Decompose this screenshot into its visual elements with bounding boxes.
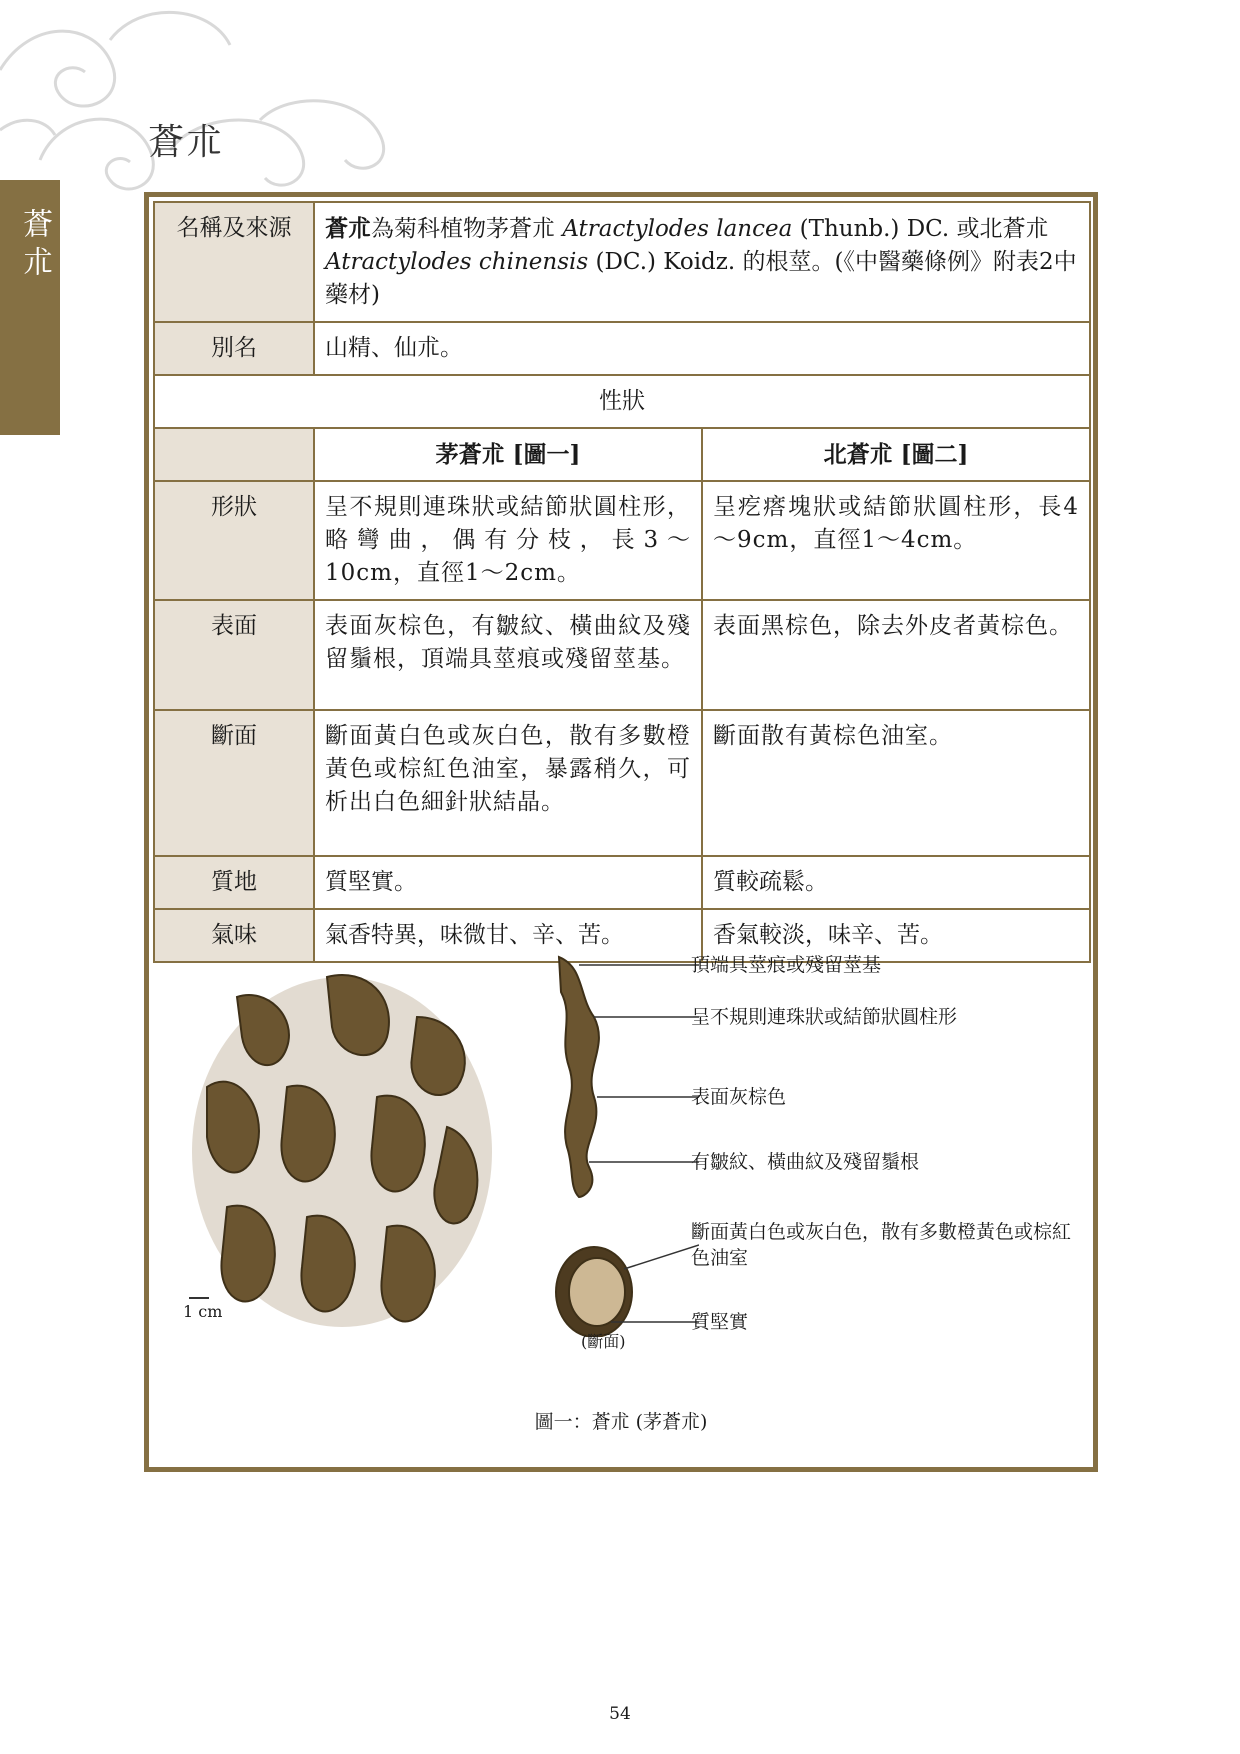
scale-bar: [189, 1297, 209, 1299]
page-number: 54: [609, 1704, 631, 1724]
table-row: [154, 856, 1090, 909]
alias-value: 山精、仙朮。: [314, 322, 1090, 375]
texture-a: 質堅實。: [314, 856, 702, 909]
table-row: [154, 202, 1090, 322]
row-label-shape: 形狀: [154, 481, 314, 600]
annotation-label: 質堅實: [691, 1311, 749, 1333]
monograph-table: [153, 201, 1091, 963]
table-row: [154, 375, 1090, 428]
rhizome-pile-image: [177, 957, 507, 1347]
section-caption: (斷面): [581, 1332, 626, 1351]
shape-a: 呈不規則連珠狀或結節狀圓柱形，略彎曲，偶有分枝，長3～10cm，直徑1～2cm。: [314, 481, 702, 600]
section-a: 斷面黃白色或灰白色，散有多數橙黃色或棕紅色油室，暴露稍久，可析出白色細針狀結晶。: [314, 710, 702, 856]
annotation-label: 斷面黃白色或灰白色，散有多數橙黃色或棕紅色油室: [691, 1221, 1072, 1269]
table-row: [154, 322, 1090, 375]
source-text: (DC.) Koidz. 的根莖。(《中醫藥條例》附表2中藥材): [325, 249, 1077, 308]
monograph-frame: [144, 192, 1098, 1472]
rhizome-detail-image: [539, 947, 699, 1337]
row-label-section: 斷面: [154, 710, 314, 856]
shape-b: 呈疙瘩塊狀或結節狀圓柱形，長4～9cm，直徑1～4cm。: [702, 481, 1090, 600]
annotation-label: 有皺紋、橫曲紋及殘留鬚根: [691, 1151, 920, 1173]
column-header-a: 茅蒼朮 [圖一]: [314, 428, 702, 481]
specimen-figure: [149, 917, 1093, 1467]
table-row: [154, 710, 1090, 856]
surface-a: 表面灰棕色，有皺紋、橫曲紋及殘留鬚根，頂端具莖痕或殘留莖基。: [314, 600, 702, 710]
row-label-odor: 氣味: [154, 909, 314, 962]
column-header-b: 北蒼朮 [圖二]: [702, 428, 1090, 481]
latin-name: Atractylodes chinensis: [325, 249, 589, 275]
table-row: [154, 428, 1090, 481]
table-row: [154, 600, 1090, 710]
cloud-pattern-decoration: [0, 0, 420, 210]
latin-name: Atractylodes lancea: [562, 216, 793, 242]
herb-name-bold: 蒼朮: [325, 215, 371, 242]
source-text: 為菊科植物茅蒼朮: [371, 216, 563, 242]
page-title: 蒼朮: [148, 122, 225, 163]
annotation-label: 表面灰棕色: [691, 1086, 787, 1108]
annotation-label: 頂端具莖痕或殘留莖基: [691, 954, 882, 976]
annotation-label: 呈不規則連珠狀或結節狀圓柱形: [691, 1006, 958, 1028]
odor-a: 氣香特異，味微甘、辛、苦。: [314, 909, 702, 962]
surface-b: 表面黑棕色，除去外皮者黃棕色。: [702, 600, 1090, 710]
table-row: [154, 481, 1090, 600]
empty-label-cell: [154, 428, 314, 481]
side-tab-label: 蒼朮: [17, 208, 52, 284]
section-heading: 性狀: [154, 375, 1090, 428]
scale-label: 1 cm: [183, 1302, 223, 1321]
source-text: (Thunb.) DC. 或北蒼朮: [792, 216, 1049, 242]
row-label-alias: 別名: [154, 322, 314, 375]
odor-b: 香氣較淡，味辛、苦。: [702, 909, 1090, 962]
row-label-source: 名稱及來源: [154, 202, 314, 322]
figure-caption: 圖一：蒼朮 (茅蒼朮): [534, 1411, 708, 1433]
texture-b: 質較疏鬆。: [702, 856, 1090, 909]
chapter-side-tab: [0, 180, 60, 435]
section-b: 斷面散有黃棕色油室。: [702, 710, 1090, 856]
row-label-surface: 表面: [154, 600, 314, 710]
source-description: [314, 202, 1090, 322]
row-label-texture: 質地: [154, 856, 314, 909]
